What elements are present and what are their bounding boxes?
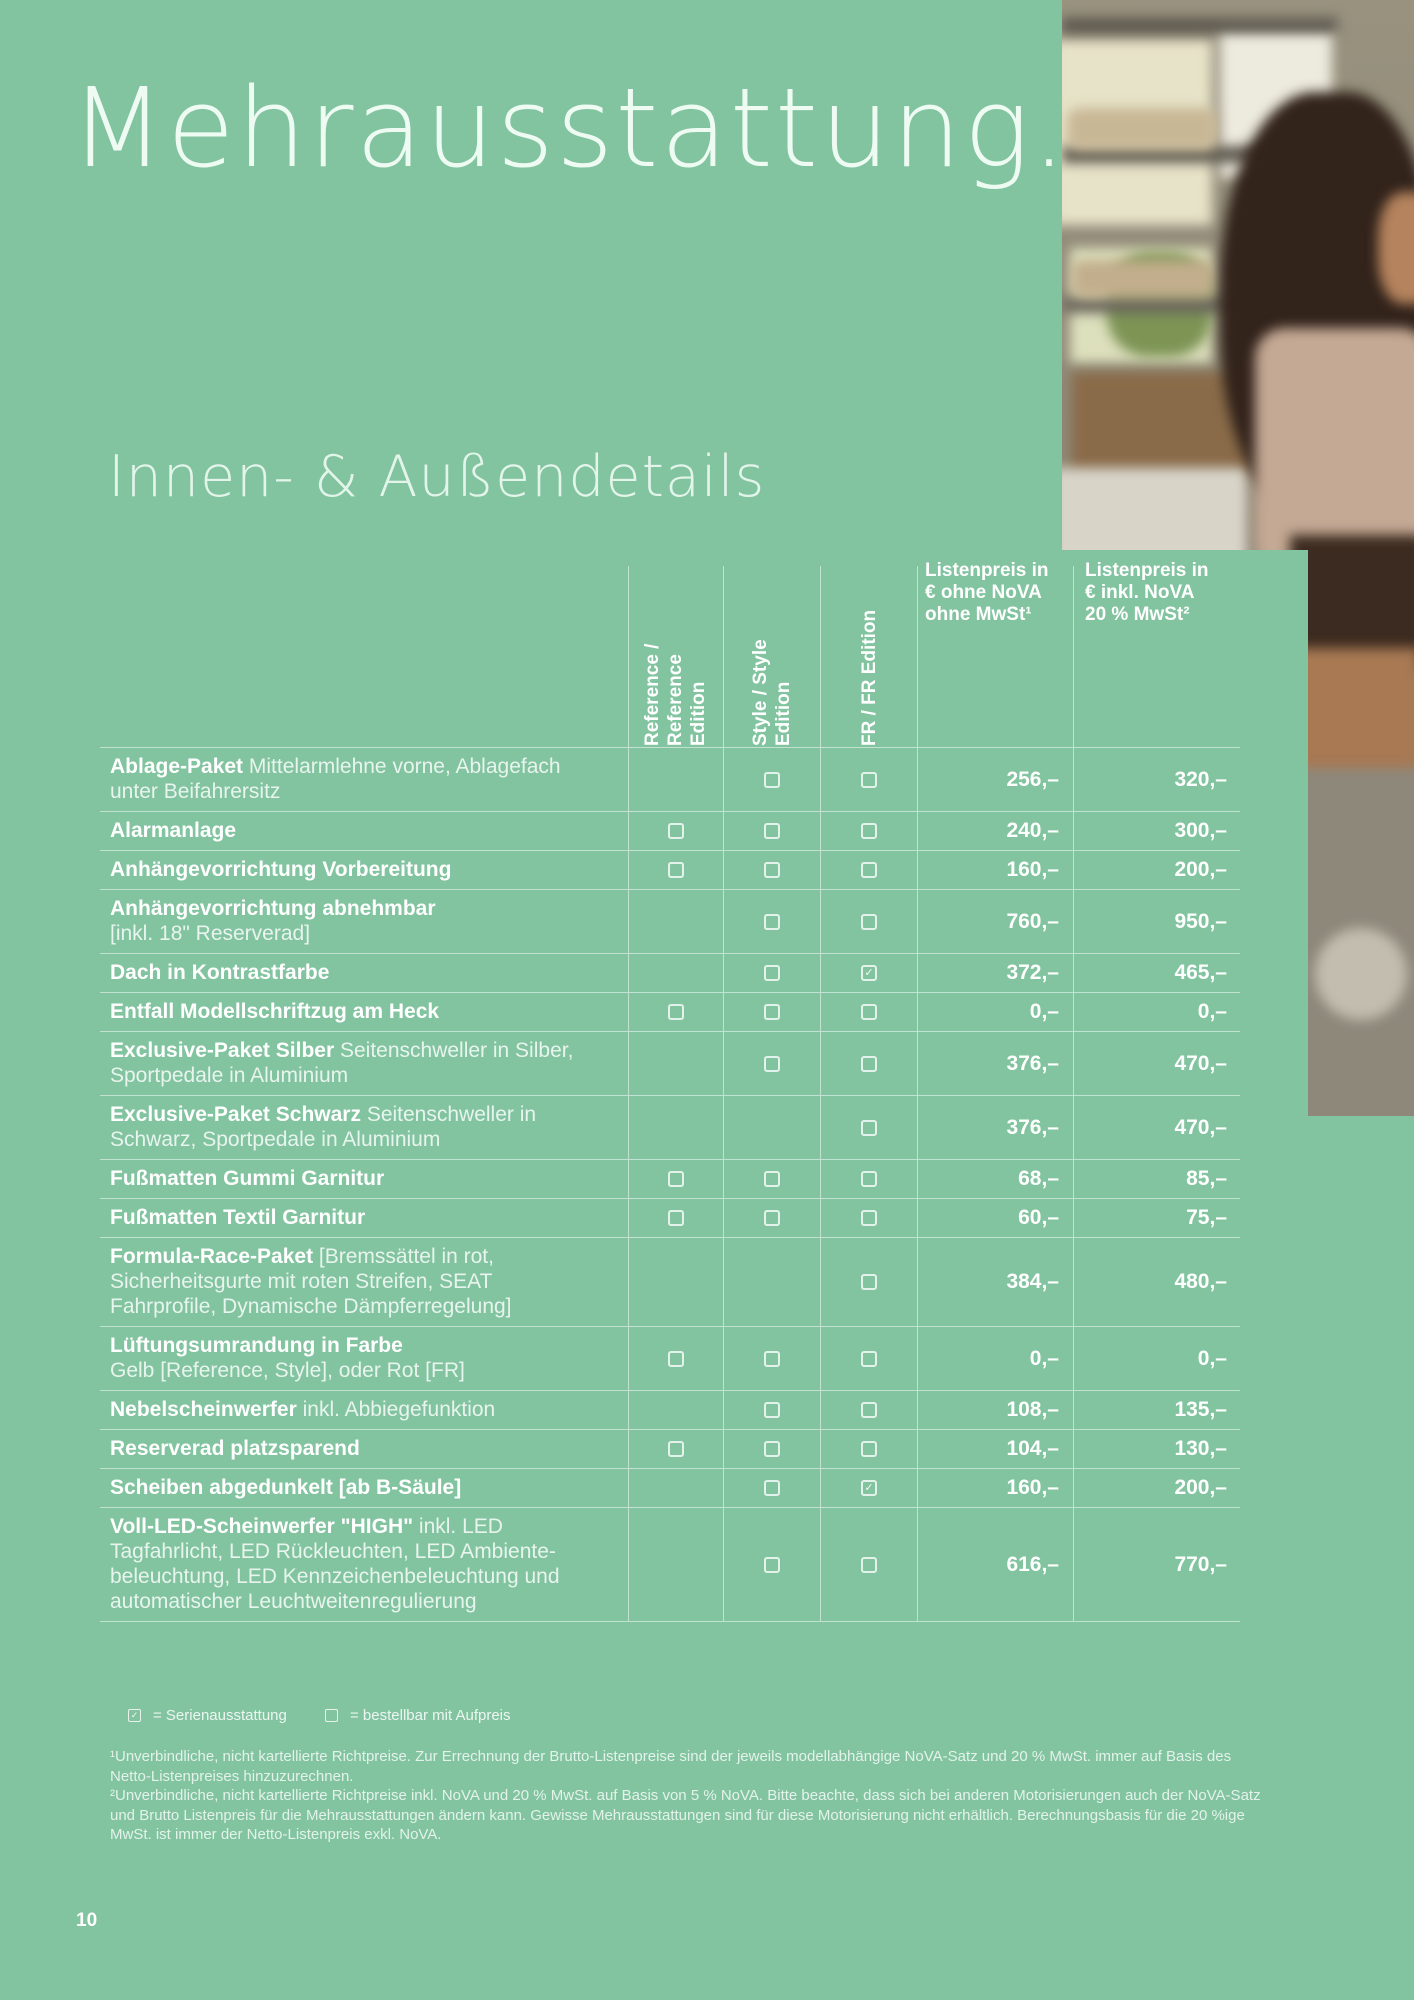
price-incl-nova: 0,– (1073, 993, 1240, 1031)
feature-text (110, 1102, 602, 1152)
price-incl-nova: 320,– (1073, 748, 1240, 811)
ref-checkbox-cell (628, 1508, 723, 1621)
price-excl-nova: 616,– (917, 1508, 1073, 1621)
feature-cell (100, 748, 628, 811)
price-excl-nova: 256,– (917, 748, 1073, 811)
photo-person-arm (1295, 648, 1414, 783)
feature-name: Fußmatten Gummi Garnitur (110, 1167, 385, 1190)
feature-cell (100, 954, 628, 992)
ref-checkbox-cell (628, 1199, 723, 1237)
price-excl-nova: 384,– (917, 1238, 1073, 1326)
style-checkbox-cell (723, 1238, 820, 1326)
feature-cell (100, 1160, 628, 1198)
feature-description: [inkl. 18" Reserverad] (110, 922, 311, 945)
price-incl-nova: 300,– (1073, 812, 1240, 850)
checkbox-unchecked-icon (668, 823, 684, 839)
price-incl-nova: 200,– (1073, 1469, 1240, 1507)
ref-checkbox-cell (628, 1238, 723, 1326)
feature-name: Ablage-Paket (110, 755, 244, 778)
feature-text (110, 857, 451, 882)
checkbox-unchecked-icon (764, 1210, 780, 1226)
feature-description: Seitenschweller in Schwarz, Sportpedale in Aluminium (110, 1103, 537, 1151)
photo-pottery (1072, 260, 1214, 298)
fr-checkbox-cell (820, 812, 917, 850)
feature-cell (100, 812, 628, 850)
checkbox-unchecked-icon (668, 1210, 684, 1226)
checkbox-unchecked-icon (764, 914, 780, 930)
checkbox-unchecked-icon (764, 1402, 780, 1418)
feature-text (110, 1397, 495, 1422)
checkbox-unchecked-icon (861, 1210, 877, 1226)
price-excl-nova: 160,– (917, 1469, 1073, 1507)
fr-checkbox-cell (820, 1469, 917, 1507)
checkbox-unchecked-icon (764, 1557, 780, 1573)
style-checkbox-cell (723, 812, 820, 850)
price-excl-nova: 0,– (917, 1327, 1073, 1390)
page-number: 10 (76, 1910, 98, 1931)
column-divider (1073, 566, 1074, 747)
checkbox-unchecked-icon (861, 862, 877, 878)
ref-checkbox-cell (628, 812, 723, 850)
checkbox-unchecked-icon (861, 1120, 877, 1136)
feature-name: Reserverad platzsparend (110, 1437, 360, 1460)
ref-checkbox-cell (628, 1430, 723, 1468)
column-header-price-excl-nova: Listenpreis in € ohne NoVA ohne MwSt¹ (925, 560, 1049, 625)
checkbox-unchecked-icon (668, 1441, 684, 1457)
table-row (100, 811, 1240, 850)
price-excl-nova: 376,– (917, 1096, 1073, 1159)
column-header-style: Style / Style Edition (750, 639, 794, 746)
ref-checkbox-cell (628, 1160, 723, 1198)
footnote-2: ²Unverbindliche, nicht kartellierte Richtpreise inkl. NoVA und 20 % MwSt. auf Basis von 5 % NoVA. Bitte beachte, dass sich bei anderen Motorisierungen auch der NoVA-Satz und Brutto Listenpreis für die Mehrausstattungen ändern kann. Gewisse Mehrausstattungen sind für diese Motorisierung nicht erhältlich. Berechnungsbasis für die 20 %ige MwSt. ist immer der Netto-Listenpreis exkl. NoVA. (110, 1787, 1261, 1843)
feature-text (110, 999, 439, 1024)
photo-pottery (1067, 108, 1217, 150)
feature-name: Lüftungsumrandung in Farbe (110, 1334, 403, 1357)
fr-checkbox-cell (820, 1032, 917, 1095)
checkbox-unchecked-icon (764, 862, 780, 878)
feature-text (110, 1166, 384, 1191)
table-row (100, 953, 1240, 992)
ref-checkbox-cell (628, 1391, 723, 1429)
fr-checkbox-cell (820, 1327, 917, 1390)
checkbox-checked-icon: ✓ (861, 1480, 877, 1496)
feature-cell (100, 1430, 628, 1468)
feature-cell (100, 1391, 628, 1429)
style-checkbox-cell (723, 954, 820, 992)
feature-text (110, 1038, 602, 1088)
price-excl-nova: 372,– (917, 954, 1073, 992)
feature-cell (100, 890, 628, 953)
feature-cell (100, 993, 628, 1031)
page-title: Mehrausstattung. (70, 64, 1069, 192)
feature-name: Entfall Modellschriftzug am Heck (110, 1000, 440, 1023)
feature-description: Gelb [Reference, Style], oder Rot [FR] (110, 1359, 465, 1382)
feature-text (110, 1244, 602, 1319)
feature-name: Exclusive-Paket Schwarz (110, 1103, 361, 1126)
section-subtitle: Innen- & Außendetails (108, 444, 766, 510)
checkbox-unchecked-icon (861, 1441, 877, 1457)
photo-clay (1315, 928, 1407, 1020)
checkbox-unchecked-icon (668, 1171, 684, 1187)
price-incl-nova: 130,– (1073, 1430, 1240, 1468)
price-excl-nova: 60,– (917, 1199, 1073, 1237)
feature-cell (100, 1238, 628, 1326)
ref-checkbox-cell (628, 993, 723, 1031)
checkbox-checked-icon: ✓ (128, 1709, 141, 1722)
column-divider (723, 566, 724, 747)
price-excl-nova: 0,– (917, 993, 1073, 1031)
table-row (100, 1198, 1240, 1237)
checkbox-unchecked-icon (861, 1402, 877, 1418)
style-checkbox-cell (723, 851, 820, 889)
feature-cell (100, 1327, 628, 1390)
column-header-price-incl-nova: Listenpreis in € inkl. NoVA 20 % MwSt² (1085, 560, 1209, 625)
checkbox-unchecked-icon (325, 1709, 338, 1722)
column-divider (820, 566, 821, 747)
ref-checkbox-cell (628, 1096, 723, 1159)
table-row (100, 1507, 1240, 1621)
checkbox-unchecked-icon (668, 862, 684, 878)
legend-standard-equipment (128, 1707, 287, 1724)
style-checkbox-cell (723, 1160, 820, 1198)
checkbox-unchecked-icon (764, 1004, 780, 1020)
price-incl-nova: 480,– (1073, 1238, 1240, 1326)
checkbox-unchecked-icon (764, 965, 780, 981)
fr-checkbox-cell (820, 748, 917, 811)
fr-checkbox-cell (820, 1160, 917, 1198)
feature-description: Seitenschweller in Silber, Sportpedale in Aluminium (110, 1039, 574, 1087)
price-incl-nova: 0,– (1073, 1327, 1240, 1390)
table-row (100, 992, 1240, 1031)
feature-cell (100, 1096, 628, 1159)
feature-cell (100, 1032, 628, 1095)
feature-name: Alarmanlage (110, 819, 237, 842)
feature-cell (100, 1508, 628, 1621)
feature-name: Scheiben abgedunkelt [ab B-Säule] (110, 1476, 462, 1499)
fr-checkbox-cell (820, 993, 917, 1031)
style-checkbox-cell (723, 1469, 820, 1507)
feature-text (110, 754, 602, 804)
checkbox-unchecked-icon (861, 823, 877, 839)
column-header-reference: Reference / Reference Edition (642, 643, 709, 746)
feature-name: Nebelscheinwerfer (110, 1398, 297, 1421)
table-row (100, 1095, 1240, 1159)
fr-checkbox-cell (820, 890, 917, 953)
feature-description: inkl. Abbiegefunktion (302, 1398, 496, 1421)
checkbox-unchecked-icon (861, 914, 877, 930)
style-checkbox-cell (723, 1508, 820, 1621)
style-checkbox-cell (723, 748, 820, 811)
ref-checkbox-cell (628, 748, 723, 811)
style-checkbox-cell (723, 890, 820, 953)
checkbox-unchecked-icon (764, 1351, 780, 1367)
price-incl-nova: 200,– (1073, 851, 1240, 889)
checkbox-unchecked-icon (861, 772, 877, 788)
table-row (100, 1429, 1240, 1468)
style-checkbox-cell (723, 1430, 820, 1468)
price-incl-nova: 85,– (1073, 1160, 1240, 1198)
ref-checkbox-cell (628, 851, 723, 889)
checkbox-unchecked-icon (764, 1441, 780, 1457)
feature-name: Exclusive-Paket Silber (110, 1039, 335, 1062)
checkbox-unchecked-icon (764, 823, 780, 839)
fr-checkbox-cell (820, 851, 917, 889)
feature-name: Fußmatten Textil Garnitur (110, 1206, 366, 1229)
feature-text (110, 896, 436, 946)
checkbox-unchecked-icon (861, 1557, 877, 1573)
equipment-table (100, 747, 1240, 1622)
feature-cell (100, 851, 628, 889)
feature-description: inkl. LED Tagfahrlicht, LED Rückleuchten, LED Ambientebeleuchtung, LED Kennzeichenbeleuchtung und automatischer Leuchtweitenregulierung (110, 1515, 560, 1613)
style-checkbox-cell (723, 1327, 820, 1390)
price-excl-nova: 108,– (917, 1391, 1073, 1429)
legend-optional-equipment (325, 1707, 511, 1724)
ref-checkbox-cell (628, 1469, 723, 1507)
feature-cell (100, 1469, 628, 1507)
table-row (100, 747, 1240, 811)
price-excl-nova: 104,– (917, 1430, 1073, 1468)
photo-person-face (1378, 192, 1414, 304)
style-checkbox-cell (723, 1096, 820, 1159)
legend-label: = bestellbar mit Aufpreis (350, 1707, 511, 1724)
price-incl-nova: 950,– (1073, 890, 1240, 953)
price-incl-nova: 465,– (1073, 954, 1240, 992)
checkbox-checked-icon: ✓ (861, 965, 877, 981)
table-row (100, 1159, 1240, 1198)
column-divider (628, 566, 629, 747)
checkbox-unchecked-icon (668, 1351, 684, 1367)
price-incl-nova: 135,– (1073, 1391, 1240, 1429)
price-incl-nova: 770,– (1073, 1508, 1240, 1621)
feature-text (110, 1333, 465, 1383)
checkbox-unchecked-icon (861, 1056, 877, 1072)
feature-text (110, 1514, 602, 1614)
photo-worktable (1062, 468, 1247, 563)
table-row (100, 1326, 1240, 1390)
checkbox-unchecked-icon (861, 1274, 877, 1290)
checkbox-unchecked-icon (861, 1171, 877, 1187)
checkbox-unchecked-icon (861, 1351, 877, 1367)
fr-checkbox-cell (820, 954, 917, 992)
price-excl-nova: 68,– (917, 1160, 1073, 1198)
price-excl-nova: 376,– (917, 1032, 1073, 1095)
fr-checkbox-cell (820, 1199, 917, 1237)
table-row (100, 850, 1240, 889)
price-incl-nova: 75,– (1073, 1199, 1240, 1237)
column-divider (917, 566, 918, 747)
feature-text (110, 818, 236, 843)
table-row (100, 1031, 1240, 1095)
checkbox-unchecked-icon (764, 1480, 780, 1496)
photo-shelf (1062, 18, 1337, 33)
checkbox-unchecked-icon (764, 772, 780, 788)
fr-checkbox-cell (820, 1238, 917, 1326)
ref-checkbox-cell (628, 1032, 723, 1095)
fr-checkbox-cell (820, 1391, 917, 1429)
price-excl-nova: 160,– (917, 851, 1073, 889)
footnote-1: ¹Unverbindliche, nicht kartellierte Richtpreise. Zur Errechnung der Brutto-Listenpreise sind der jeweils modellabhängige NoVA-Satz und 20 % MwSt. immer auf Basis des Netto-Listenpreises hinzuzurechnen. (110, 1748, 1232, 1785)
ref-checkbox-cell (628, 954, 723, 992)
checkbox-unchecked-icon (861, 1004, 877, 1020)
price-incl-nova: 470,– (1073, 1032, 1240, 1095)
feature-name: Anhängevorrichtung abnehmbar (110, 897, 436, 920)
feature-text (110, 1436, 360, 1461)
table-row (100, 1468, 1240, 1507)
footnotes (110, 1747, 1275, 1845)
feature-name: Voll-LED-Scheinwerfer "HIGH" (110, 1515, 414, 1538)
legend-label: = Serienausstattung (153, 1707, 287, 1724)
feature-description: Mittelarmlehne vorne, Ablagefach unter Beifahrersitz (110, 755, 561, 803)
column-header-fr: FR / FR Edition (859, 609, 880, 746)
table-row (100, 1237, 1240, 1326)
style-checkbox-cell (723, 993, 820, 1031)
feature-description: [Bremssättel in rot, Sicherheitsgurte mit roten Streifen, SEAT Fahrprofile, Dynamische Dämpferregelung] (110, 1245, 512, 1318)
fr-checkbox-cell (820, 1508, 917, 1621)
ref-checkbox-cell (628, 890, 723, 953)
style-checkbox-cell (723, 1391, 820, 1429)
feature-name: Dach in Kontrastfarbe (110, 961, 330, 984)
style-checkbox-cell (723, 1032, 820, 1095)
table-row (100, 889, 1240, 953)
price-incl-nova: 470,– (1073, 1096, 1240, 1159)
feature-name: Formula-Race-Paket (110, 1245, 314, 1268)
table-row (100, 1390, 1240, 1429)
style-checkbox-cell (723, 1199, 820, 1237)
price-excl-nova: 240,– (917, 812, 1073, 850)
checkbox-unchecked-icon (668, 1004, 684, 1020)
feature-cell (100, 1199, 628, 1237)
ref-checkbox-cell (628, 1327, 723, 1390)
feature-text (110, 1205, 365, 1230)
feature-text (110, 960, 329, 985)
checkbox-unchecked-icon (764, 1171, 780, 1187)
feature-text (110, 1475, 461, 1500)
feature-name: Anhängevorrichtung Vorbereitung (110, 858, 452, 881)
checkbox-unchecked-icon (764, 1056, 780, 1072)
fr-checkbox-cell (820, 1430, 917, 1468)
price-excl-nova: 760,– (917, 890, 1073, 953)
fr-checkbox-cell (820, 1096, 917, 1159)
